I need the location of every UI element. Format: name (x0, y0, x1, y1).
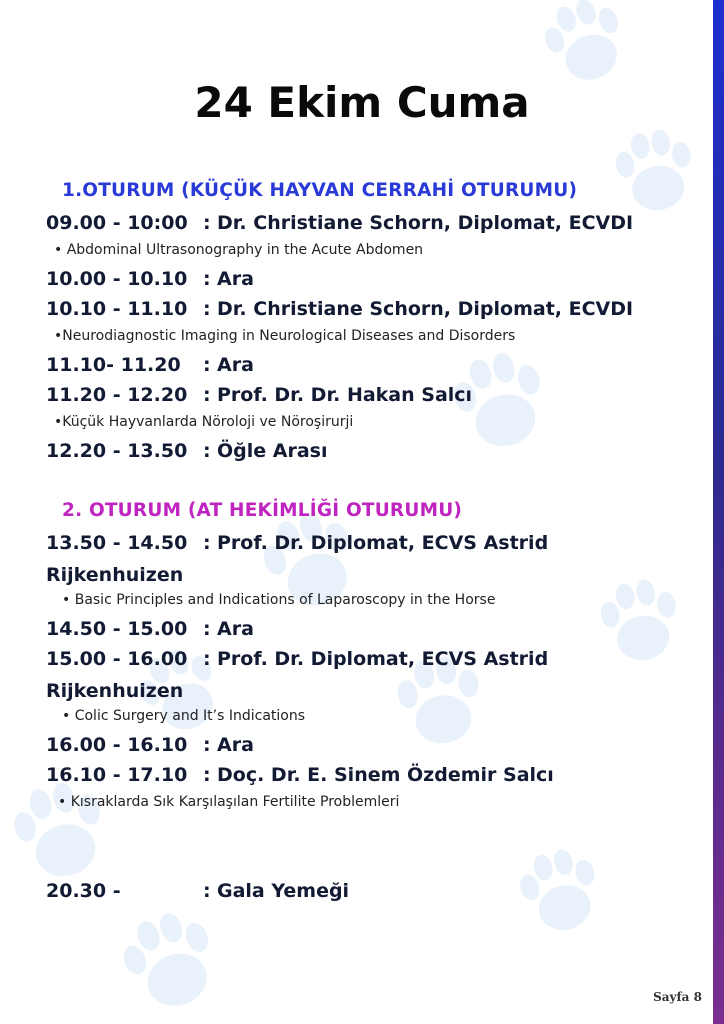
schedule-row (46, 268, 254, 290)
paw-icon (513, 843, 606, 939)
speaker: Prof. Dr. Dr. Hakan Salcı (217, 384, 473, 406)
time-slot: 11.20 - 12.20 (46, 384, 188, 406)
speaker: Ara (217, 618, 254, 640)
separator: : (203, 880, 211, 902)
schedule-row (46, 384, 472, 406)
speaker-continuation: Rijkenhuizen (46, 680, 184, 702)
time-slot: 15.00 - 16.00 (46, 648, 188, 670)
event-label: Gala Yemeği (217, 880, 350, 902)
speaker-continuation: Rijkenhuizen (46, 564, 184, 586)
talk-topic: •Neurodiagnostic Imaging in Neurological Diseases and Disorders (54, 328, 516, 344)
speaker: Ara (217, 734, 254, 756)
gala-row (46, 880, 349, 902)
time-slot: 11.10- 11.20 (46, 354, 181, 376)
separator: : (203, 354, 211, 376)
time-slot: 10.10 - 11.10 (46, 298, 188, 320)
speaker: Prof. Dr. Diplomat, ECVS Astrid (217, 532, 549, 554)
schedule-row (46, 212, 633, 234)
session-2-heading: 2. OTURUM (AT HEKİMLİĞİ OTURUMU) (62, 500, 463, 521)
schedule-row (46, 440, 327, 462)
time-slot: 13.50 - 14.50 (46, 532, 188, 554)
separator: : (203, 384, 211, 406)
separator: : (203, 212, 211, 234)
separator: : (203, 648, 211, 670)
time-slot: 16.10 - 17.10 (46, 764, 188, 786)
time-slot: 09.00 - 10:00 (46, 212, 188, 234)
time-slot: 20.30 - (46, 880, 121, 902)
paw-icon (6, 775, 114, 886)
schedule-row (46, 764, 554, 786)
schedule-row (46, 354, 254, 376)
separator: : (203, 734, 211, 756)
schedule-row (46, 298, 633, 320)
separator: : (203, 268, 211, 290)
schedule-row (46, 648, 548, 670)
paw-icon (114, 903, 227, 1019)
speaker: Öğle Arası (217, 440, 328, 462)
time-slot: 16.00 - 16.10 (46, 734, 188, 756)
speaker: Dr. Christiane Schorn, Diplomat, ECVDI (217, 212, 634, 234)
schedule-row (46, 618, 254, 640)
separator: : (203, 618, 211, 640)
paw-icon (596, 575, 684, 666)
separator: : (203, 532, 211, 554)
time-slot: 12.20 - 13.50 (46, 440, 188, 462)
speaker: Ara (217, 354, 254, 376)
session-1-heading: 1.OTURUM (KÜÇÜK HAYVAN CERRAHİ OTURUMU) (62, 180, 578, 201)
schedule-row (46, 532, 548, 554)
talk-topic: • Basic Principles and Indications of Laparoscopy in the Horse (62, 592, 496, 608)
time-slot: 14.50 - 15.00 (46, 618, 188, 640)
speaker: Doç. Dr. E. Sinem Özdemir Salcı (217, 764, 554, 786)
talk-topic: • Abdominal Ultrasonography in the Acute Abdomen (54, 242, 424, 258)
talk-topic: • Kısraklarda Sık Karşılaşılan Fertilite Problemleri (58, 794, 400, 810)
paw-icon (611, 125, 699, 216)
speaker: Dr. Christiane Schorn, Diplomat, ECVDI (217, 298, 634, 320)
time-slot: 10.00 - 10.10 (46, 268, 188, 290)
separator: : (203, 764, 211, 786)
speaker: Prof. Dr. Diplomat, ECVS Astrid (217, 648, 549, 670)
talk-topic: •Küçük Hayvanlarda Nöroloji ve Nöroşirurji (54, 414, 354, 430)
talk-topic: • Colic Surgery and It’s Indications (62, 708, 306, 724)
page-number: Sayfa 8 (653, 990, 702, 1004)
schedule-row (46, 734, 254, 756)
separator: : (203, 440, 211, 462)
page-title: 24 Ekim Cuma (194, 78, 530, 127)
separator: : (203, 298, 211, 320)
speaker: Ara (217, 268, 254, 290)
